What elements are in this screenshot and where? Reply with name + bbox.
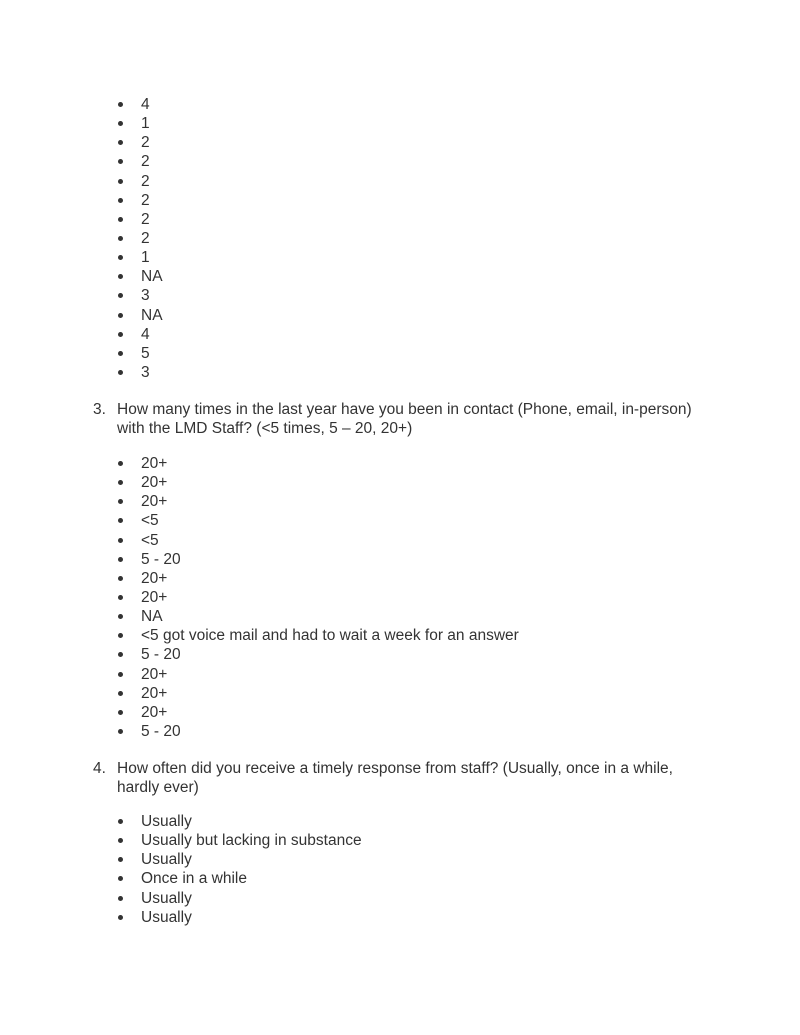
list-item-text: 20+ xyxy=(141,588,168,606)
list-item-text: Usually but lacking in substance xyxy=(141,832,362,850)
list-item xyxy=(118,722,519,741)
list-item xyxy=(118,172,163,191)
list-item xyxy=(118,889,362,908)
list-item-text: NA xyxy=(141,608,163,626)
list-item-text: 2 xyxy=(141,134,150,152)
question-text: How many times in the last year have you been in contact (Phone, email, in-person) with the LMD Staff? (<5 times, 5 – 20, 20+) xyxy=(117,401,692,437)
list-item-text: 5 xyxy=(141,344,150,362)
list-item-text: 2 xyxy=(141,210,150,228)
bullet-icon xyxy=(118,710,123,715)
list-item xyxy=(118,325,163,344)
bullet-icon xyxy=(118,614,123,619)
bullet-icon xyxy=(118,159,123,164)
bullet-icon xyxy=(118,691,123,696)
bullet-icon xyxy=(118,915,123,920)
bullet-icon xyxy=(118,576,123,581)
bullet-icon xyxy=(118,198,123,203)
list-item xyxy=(118,344,163,363)
list-item-text: 20+ xyxy=(141,455,168,472)
bullet-icon xyxy=(118,217,123,222)
list-item-text: 1 xyxy=(141,115,150,133)
bullet-icon xyxy=(118,480,123,485)
bullet-icon xyxy=(118,557,123,562)
bullet-icon xyxy=(118,672,123,677)
question-number: 4. xyxy=(93,760,106,777)
list-item-text: NA xyxy=(141,306,163,324)
bullet-icon xyxy=(118,896,123,901)
bullet-icon xyxy=(118,351,123,356)
list-item-text: 5 - 20 xyxy=(141,550,181,568)
bullet-icon xyxy=(118,595,123,600)
bullet-icon xyxy=(118,179,123,184)
list-item-text: <5 xyxy=(141,531,159,549)
list-item xyxy=(118,152,163,171)
bullet-icon xyxy=(118,293,123,298)
bullet-icon xyxy=(118,518,123,523)
list-item-text: 20+ xyxy=(141,474,168,492)
list-item xyxy=(118,286,163,305)
list-item xyxy=(118,869,362,888)
bullet-icon xyxy=(118,538,123,543)
list-item-text: 2 xyxy=(141,229,150,247)
bullet-icon xyxy=(118,729,123,734)
bullet-icon xyxy=(118,332,123,337)
question-4 xyxy=(93,759,713,797)
bullet-icon xyxy=(118,499,123,504)
list-item-text: 5 - 20 xyxy=(141,722,181,740)
list-item xyxy=(118,531,519,550)
list-item xyxy=(118,607,519,626)
list-item xyxy=(118,306,163,325)
list-item-text: 3 xyxy=(141,287,150,305)
bullet-icon xyxy=(118,819,123,824)
list-item-text: 2 xyxy=(141,172,150,190)
bullet-icon xyxy=(118,236,123,241)
list-item-text: 3 xyxy=(141,363,150,381)
list-item-text: 5 - 20 xyxy=(141,646,181,664)
list-item xyxy=(118,229,163,248)
list-item-text: Once in a while xyxy=(141,870,247,888)
list-item-text: 1 xyxy=(141,249,150,267)
question-text: How often did you receive a timely response from staff? (Usually, once in a while, hardly ever) xyxy=(117,760,673,796)
bullet-icon xyxy=(118,370,123,375)
bullet-icon xyxy=(118,838,123,843)
list-item xyxy=(118,363,163,382)
answer-list-previous xyxy=(118,95,163,382)
list-item xyxy=(118,550,519,569)
list-item xyxy=(118,626,519,645)
bullet-icon xyxy=(118,255,123,260)
bullet-icon xyxy=(118,274,123,279)
list-item-text: 2 xyxy=(141,153,150,171)
list-item xyxy=(118,703,519,722)
answer-list-question-3 xyxy=(118,454,519,741)
list-item-text: Usually xyxy=(141,908,192,926)
bullet-icon xyxy=(118,121,123,126)
question-3 xyxy=(93,400,713,438)
list-item xyxy=(118,850,362,869)
list-item xyxy=(118,492,519,511)
list-item xyxy=(118,908,362,927)
list-item-text: 4 xyxy=(141,96,150,113)
list-item xyxy=(118,511,519,530)
list-item xyxy=(118,210,163,229)
list-item-text: NA xyxy=(141,268,163,286)
list-item xyxy=(118,473,519,492)
list-item xyxy=(118,645,519,664)
question-number: 3. xyxy=(93,401,106,418)
bullet-icon xyxy=(118,876,123,881)
list-item-text: 20+ xyxy=(141,703,168,721)
list-item-text: 20+ xyxy=(141,665,168,683)
list-item-text: <5 xyxy=(141,512,159,530)
list-item xyxy=(118,569,519,588)
bullet-icon xyxy=(118,652,123,657)
list-item-text: 20+ xyxy=(141,684,168,702)
list-item xyxy=(118,684,519,703)
bullet-icon xyxy=(118,857,123,862)
list-item xyxy=(118,248,163,267)
bullet-icon xyxy=(118,461,123,466)
list-item xyxy=(118,133,163,152)
list-item-text: <5 got voice mail and had to wait a week for an answer xyxy=(141,627,519,645)
list-item-text: 20+ xyxy=(141,569,168,587)
list-item xyxy=(118,191,163,210)
list-item xyxy=(118,95,163,114)
bullet-icon xyxy=(118,633,123,638)
list-item xyxy=(118,665,519,684)
bullet-icon xyxy=(118,313,123,318)
list-item xyxy=(118,454,519,473)
list-item-text: 4 xyxy=(141,325,150,343)
list-item-text: Usually xyxy=(141,889,192,907)
list-item xyxy=(118,812,362,831)
bullet-icon xyxy=(118,140,123,145)
bullet-icon xyxy=(118,102,123,107)
list-item-text: 20+ xyxy=(141,493,168,511)
list-item-text: Usually xyxy=(141,813,192,830)
list-item xyxy=(118,267,163,286)
answer-list-question-4 xyxy=(118,812,362,927)
list-item xyxy=(118,831,362,850)
list-item-text: 2 xyxy=(141,191,150,209)
list-item-text: Usually xyxy=(141,851,192,869)
list-item xyxy=(118,588,519,607)
list-item xyxy=(118,114,163,133)
